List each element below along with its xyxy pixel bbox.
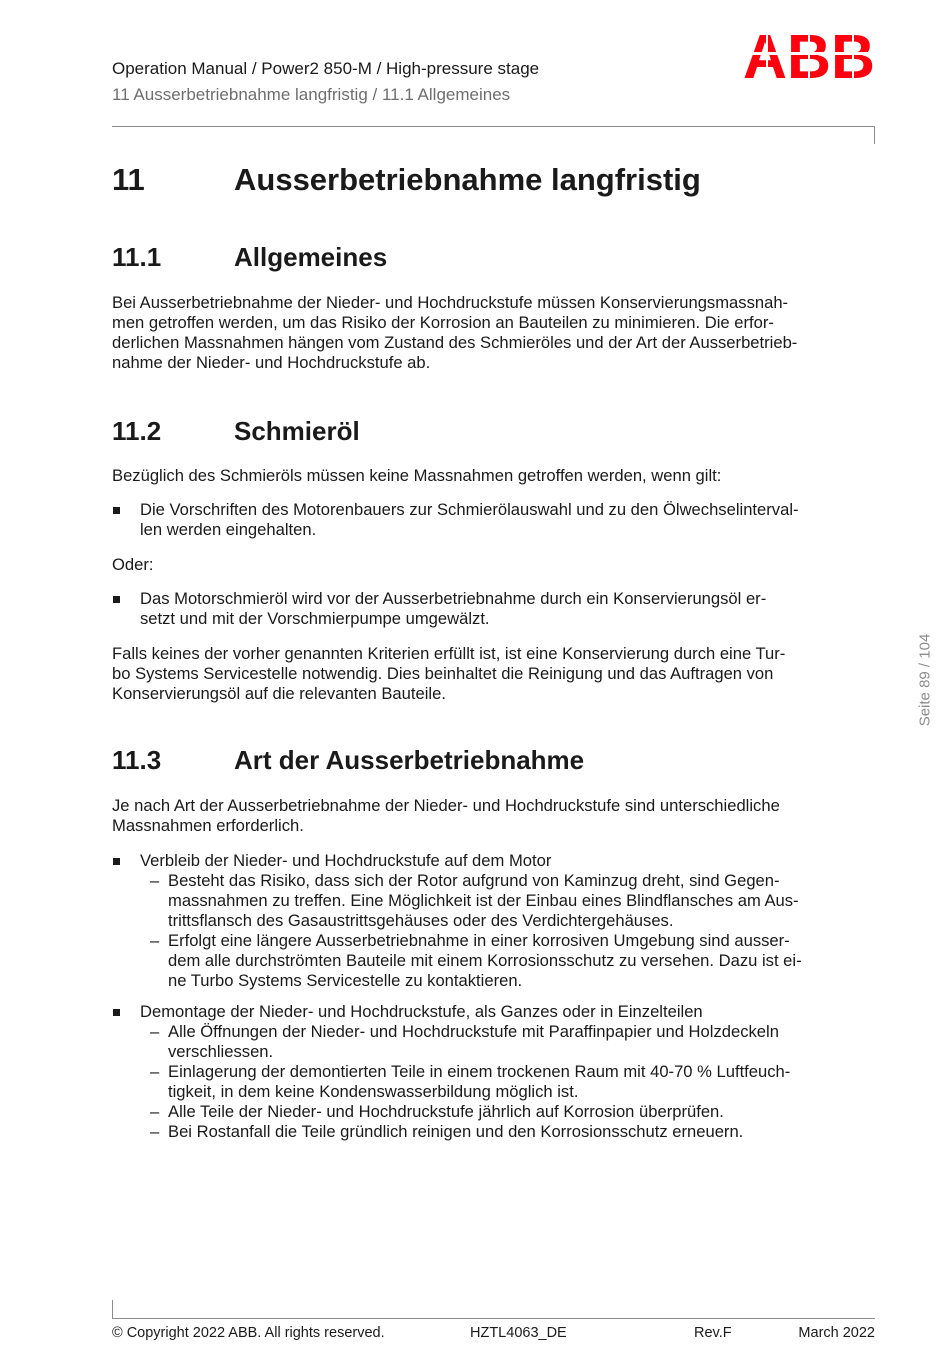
bullet-square-icon xyxy=(113,596,120,603)
text-line: Alle Teile der Nieder- und Hochdruckstufe jährlich auf Korrosion überprüfen. xyxy=(168,1102,724,1121)
footer-copyright: © Copyright 2022 ABB. All rights reserved. xyxy=(112,1325,385,1341)
dash-marker: – xyxy=(150,1062,160,1081)
text-line: Je nach Art der Ausserbetriebnahme der Nieder- und Hochdruckstufe sind unterschiedliche xyxy=(112,796,780,815)
text-line: Konservierungsöl auf die relevanten Bauteile. xyxy=(112,684,446,703)
text-line: Die Vorschriften des Motorenbauers zur Schmierölauswahl und zu den Ölwechselinterval- xyxy=(140,500,799,519)
header-divider xyxy=(112,126,875,127)
header-manual-title: Operation Manual / Power2 850-M / High-pressure stage xyxy=(112,59,540,78)
text-line: Besteht das Risiko, dass sich der Rotor aufgrund von Kaminzug dreht, sind Gegen- xyxy=(168,871,780,890)
bullet-square-icon xyxy=(113,507,120,514)
text-line: Massnahmen erforderlich. xyxy=(112,816,304,835)
paragraph-konservierung xyxy=(112,644,876,704)
section-heading-11-3 xyxy=(112,745,812,777)
text-line: Bei Ausserbetriebnahme der Nieder- und Hochdruckstufe müssen Konservierungsmassnah- xyxy=(112,293,789,312)
text-line: tigkeit, in dem keine Kondenswasserbildung möglich ist. xyxy=(168,1082,579,1101)
section-heading-11-1 xyxy=(112,242,812,274)
dash-marker: – xyxy=(150,931,160,950)
text-line: trittsflansch des Gasaustrittsgehäuses oder des Verdichtergehäuses. xyxy=(168,911,674,930)
text-line: setzt und mit der Vorschmierpumpe umgewälzt. xyxy=(140,609,490,628)
paragraph-oder xyxy=(112,555,876,575)
text-line: derlichen Massnahmen hängen vom Zustand des Schmieröles und der Art der Ausserbetrieb- xyxy=(112,333,798,352)
footer-doc-id: HZTL4063_DE xyxy=(470,1325,567,1341)
footer-divider xyxy=(112,1318,875,1319)
section-number: 11.1 xyxy=(112,242,162,272)
paragraph-allgemeines xyxy=(112,293,876,373)
text-line: Erfolgt eine längere Ausserbetriebnahme in einer korrosiven Umgebung sind ausser- xyxy=(168,931,790,950)
section-number: 11.2 xyxy=(112,416,162,446)
text-line: Falls keines der vorher genannten Kriterien erfüllt ist, ist eine Konservierung durch eine Tur- xyxy=(112,644,786,663)
bullet-square-icon xyxy=(113,1009,120,1016)
text-line: Einlagerung der demontierten Teile in einem trockenen Raum mit 40-70 % Luftfeuch- xyxy=(168,1062,791,1081)
dash-marker: – xyxy=(150,1102,160,1121)
text-line: Demontage der Nieder- und Hochdruckstufe, als Ganzes oder in Einzelteilen xyxy=(140,1002,703,1021)
header-divider-tick xyxy=(874,126,875,144)
chapter-number: 11 xyxy=(112,162,145,197)
text-line: verschliessen. xyxy=(168,1042,274,1061)
dash-marker: – xyxy=(150,1122,160,1141)
paragraph-schmieroel-intro xyxy=(112,466,876,486)
text-line: Bezüglich des Schmieröls müssen keine Massnahmen getroffen werden, wenn gilt: xyxy=(112,466,722,485)
footer-revision: Rev.F xyxy=(694,1325,732,1341)
section-title: Art der Ausserbetriebnahme xyxy=(234,745,585,775)
text-line: Alle Öffnungen der Nieder- und Hochdruckstufe mit Paraffinpapier und Holzdeckeln xyxy=(168,1022,779,1041)
chapter-title: Ausserbetriebnahme langfristig xyxy=(234,162,701,197)
abb-logo xyxy=(742,28,876,80)
text-line: dem alle durchströmten Bauteile mit einem Korrosionsschutz zu versehen. Dazu ist ei- xyxy=(168,951,802,970)
section-title: Allgemeines xyxy=(234,242,388,272)
text-line: Bei Rostanfall die Teile gründlich reinigen und den Korrosionsschutz erneuern. xyxy=(168,1122,744,1141)
text-line: Oder: xyxy=(112,555,154,574)
side-page-number: Seite 89 / 104 xyxy=(916,633,934,727)
footer-date: March 2022 xyxy=(798,1325,875,1341)
text-line: Verbleib der Nieder- und Hochdruckstufe auf dem Motor xyxy=(140,851,552,870)
section-title: Schmieröl xyxy=(234,416,360,446)
text-line: nahme der Nieder- und Hochdruckstufe ab. xyxy=(112,353,431,372)
text-line: Das Motorschmieröl wird vor der Ausserbetriebnahme durch ein Konservierungsöl er- xyxy=(140,589,767,608)
paragraph-art-intro xyxy=(112,796,876,836)
dash-marker: – xyxy=(150,871,160,890)
bullet-square-icon xyxy=(113,858,120,865)
text-line: men getroffen werden, um das Risiko der Korrosion an Bauteilen zu minimieren. Die erfor- xyxy=(112,313,774,332)
header-breadcrumb: 11 Ausserbetriebnahme langfristig / 11.1 Allgemeines xyxy=(112,85,511,104)
dash-marker: – xyxy=(150,1022,160,1041)
section-heading-11-2 xyxy=(112,416,812,448)
text-line: len werden eingehalten. xyxy=(140,520,317,539)
text-line: bo Systems Servicestelle notwendig. Dies beinhaltet die Reinigung und das Auftragen von xyxy=(112,664,774,683)
footer-divider-tick xyxy=(112,1300,113,1318)
text-line: massnahmen zu treffen. Eine Möglichkeit ist der Einbau eines Blindflansches am Aus- xyxy=(168,891,799,910)
section-number: 11.3 xyxy=(112,745,162,775)
text-line: ne Turbo Systems Servicestelle zu kontaktieren. xyxy=(168,971,523,990)
